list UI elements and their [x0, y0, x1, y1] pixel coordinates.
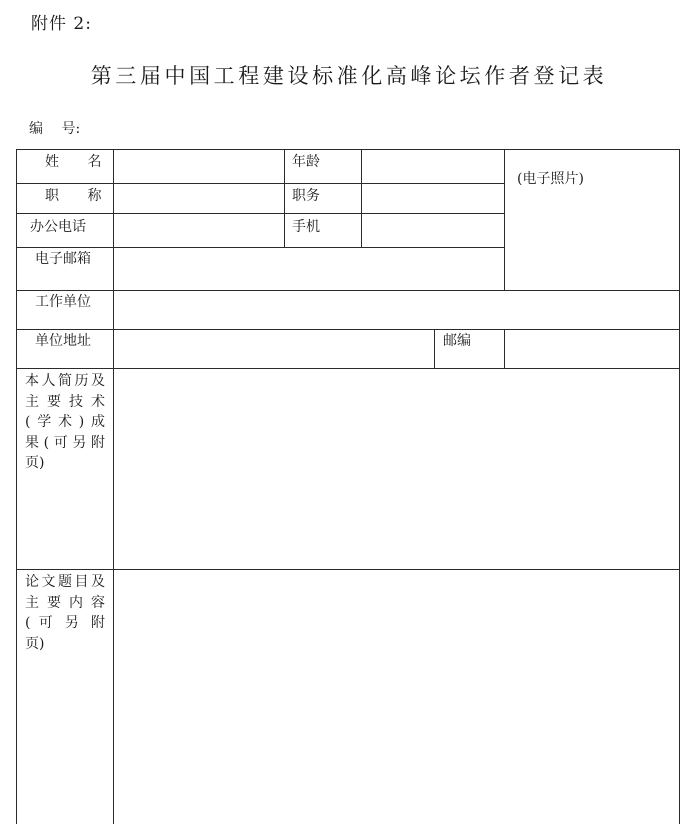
row-divider [16, 329, 680, 330]
table-border-right [679, 149, 680, 824]
row-divider [16, 213, 504, 214]
attachment-label: 附件 2: [31, 14, 92, 34]
paper-label-line: 论文题目及 [25, 574, 105, 590]
column-divider [504, 329, 505, 368]
label-column-divider [113, 149, 114, 824]
age-label: 年龄 [292, 154, 320, 170]
resume-label-line: 主要技术 [25, 393, 105, 410]
resume-value[interactable] [120, 375, 672, 563]
email-value[interactable] [120, 257, 498, 281]
title-value[interactable] [120, 186, 278, 210]
row-divider [16, 183, 504, 184]
name-value[interactable] [120, 154, 278, 178]
resume-label-line: 果(可另附 [25, 434, 105, 451]
paper-label-line: ( 可 另 附 [25, 615, 105, 631]
registration-form-table [16, 149, 682, 824]
name-label: 姓 名 [45, 154, 114, 170]
row-divider [16, 368, 680, 369]
column-divider [284, 149, 285, 247]
employer-address-label: 单位地址 [35, 333, 91, 349]
office-phone-label: 办公电话 [30, 219, 86, 235]
paper-label [25, 572, 105, 654]
resume-label-line: 本人简历及 [25, 373, 105, 389]
paper-label-line: 主要内容 [25, 594, 105, 611]
column-divider [361, 149, 362, 247]
table-border-left [16, 149, 17, 824]
table-border-top [16, 149, 680, 150]
position-label: 职务 [292, 188, 320, 204]
row-divider [16, 290, 680, 291]
postcode-value[interactable] [511, 337, 673, 361]
resume-label-line: 页) [25, 455, 45, 471]
paper-value[interactable] [120, 576, 672, 806]
age-value[interactable] [368, 154, 498, 178]
photo-column-divider [504, 149, 505, 290]
mobile-value[interactable] [368, 217, 498, 241]
column-divider [434, 329, 435, 368]
office-phone-value[interactable] [120, 217, 278, 241]
professional-title-label: 职 称 [45, 188, 114, 204]
employer-value[interactable] [120, 298, 672, 322]
email-label: 电子邮箱 [35, 251, 91, 267]
row-divider [16, 569, 680, 570]
employer-address-value[interactable] [120, 337, 428, 361]
position-value[interactable] [368, 186, 498, 210]
paper-label-line: 页) [25, 635, 45, 652]
serial-number-label: 编 号: [29, 121, 81, 137]
resume-label-line: (学术)成 [25, 414, 105, 430]
employer-label: 工作单位 [35, 294, 91, 310]
form-title: 第三届中国工程建设标准化高峰论坛作者登记表 [90, 64, 608, 88]
mobile-label: 手机 [292, 219, 320, 235]
row-divider [16, 247, 504, 248]
photo-placeholder-label: (电子照片) [517, 171, 584, 187]
resume-label [25, 371, 105, 474]
postcode-label: 邮编 [443, 333, 471, 349]
